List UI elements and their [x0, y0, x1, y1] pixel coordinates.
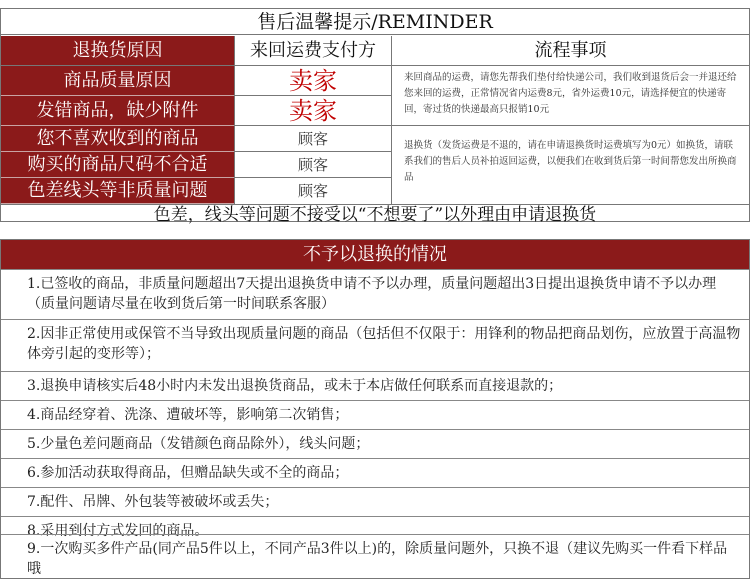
header-shipping-payer: 来回运费支付方: [234, 36, 392, 66]
payer-quality: 卖家: [234, 66, 392, 96]
header-process: 流程事项: [392, 36, 749, 66]
no-return-table: [0, 239, 750, 579]
process-customer-paid: 退换货（发货运费是不退的，请在申请退换货时运费填写为0元）如换货，请联系我们的售后人员补拍返回运费，以便我们在收到货后第一时间帮您发出所换商品: [404, 140, 737, 183]
process-seller-paid: 来回商品的运费，请您先帮我们垫付给快递公司，我们收到退货后会一并退还给您来回的运费，正常情况省内运费8元，省外运费10元，请选择便宜的快递寄回，寄过货的快递最高只报销10元: [392, 66, 749, 126]
footer-note: 色差，线头等问题不接受以“不想要了”以外理由申请退换货: [1, 204, 749, 222]
list-item: 6.参加活动获取得商品，但赠品缺失或不全的商品；: [1, 458, 749, 487]
no-return-title: 不予以退换的情况: [1, 240, 749, 269]
reason-wrong-item: 发错商品，缺少附件: [1, 96, 234, 126]
reminder-title: 售后温馨提示/REMINDER: [1, 9, 749, 35]
list-item: 4.商品经穿着、洗涤、遭破坏等，影响第二次销售；: [1, 400, 749, 429]
reason-color-diff: 色差线头等非质量问题: [1, 178, 234, 204]
list-item: 8.采用到付方式发回的商品。: [1, 516, 749, 545]
reminder-table: [0, 8, 750, 225]
payer-size: 顾客: [234, 152, 392, 178]
list-item: 2.因非正常使用或保管不当导致出现质量问题的商品（包括但不仅限于：用锋利的物品把商品划伤，应放置于高温物体旁引起的变形等）；: [1, 319, 749, 371]
reason-size: 购买的商品尺码不合适: [1, 152, 234, 178]
payer-color-diff: 顾客: [234, 178, 392, 204]
header-reason: 退换货原因: [1, 36, 234, 66]
list-item: 5.少量色差问题商品（发错颜色商品除外），线头问题；: [1, 429, 749, 458]
reason-dislike: 您不喜欢收到的商品: [1, 126, 234, 152]
payer-dislike: 顾客: [234, 126, 392, 152]
list-item: 9.一次购买多件产品(同产品5件以上，不同产品3件以上)的，除质量问题外，只换不退（建议先购买一件看下样品哦: [1, 534, 749, 578]
reason-quality: 商品质量原因: [1, 66, 234, 96]
list-item: 7.配件、吊牌、外包装等被破坏或丢失；: [1, 487, 749, 516]
payer-wrong-item: 卖家: [234, 96, 392, 126]
list-item: 1.已签收的商品，非质量问题超出7天提出退换货申请不予以办理，质量问题超出3日提出退换货申请不予以办理（质量问题请尽量在收到货后第一时间联系客服）: [1, 269, 749, 319]
list-item: 3.退换申请核实后48小时内未发出退换货商品，或未于本店做任何联系而直接退款的；: [1, 371, 749, 400]
